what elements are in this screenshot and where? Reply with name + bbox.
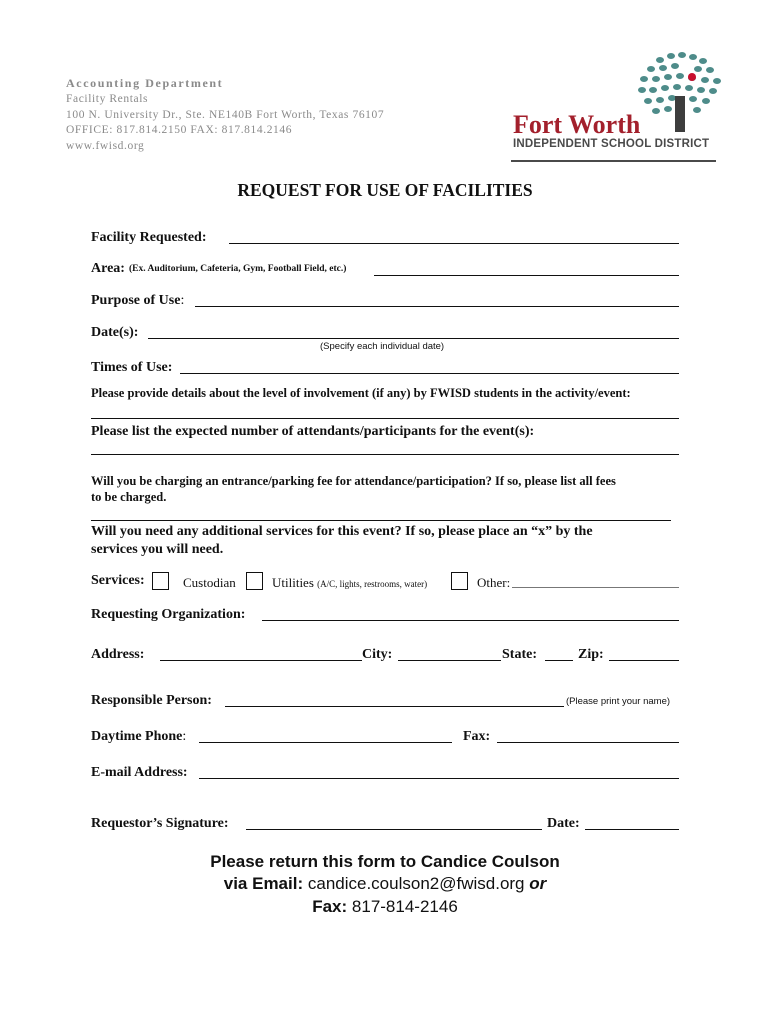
city-label: City: bbox=[362, 647, 393, 662]
daytime-phone-text: Daytime Phone bbox=[91, 729, 183, 744]
via-email-label: via Email: bbox=[223, 874, 304, 893]
state-label: State: bbox=[502, 647, 537, 662]
purpose-label-text: Purpose of Use bbox=[91, 293, 181, 308]
org-label: Requesting Organization: bbox=[91, 607, 246, 622]
area-hint: (Ex. Auditorium, Cafeteria, Gym, Football Field, etc.) bbox=[129, 264, 347, 274]
fee-question-line-2: to be charged. bbox=[91, 490, 167, 504]
email-label: E-mail Address: bbox=[91, 765, 188, 780]
students-question: Please provide details about the level of involvement (if any) by FWISD students in the activity/event: bbox=[91, 386, 631, 400]
times-field[interactable] bbox=[180, 360, 679, 374]
utilities-label bbox=[272, 575, 427, 591]
area-label: Area: bbox=[91, 261, 125, 276]
responsible-field[interactable] bbox=[225, 693, 564, 707]
dates-field[interactable] bbox=[148, 325, 679, 339]
daytime-phone-label bbox=[91, 729, 186, 745]
address-label: Address: bbox=[91, 647, 145, 662]
header-line-1: Facility Rentals bbox=[66, 93, 149, 105]
header-line-3: OFFICE: 817.814.2150 FAX: 817.814.2146 bbox=[66, 124, 293, 136]
purpose-label bbox=[91, 293, 184, 309]
purpose-field[interactable] bbox=[195, 293, 679, 307]
return-fax-line bbox=[0, 897, 770, 917]
header-line-2: 100 N. University Dr., Ste. NE140B Fort Worth, Texas 76107 bbox=[66, 109, 385, 121]
facility-requested-label: Facility Requested: bbox=[91, 230, 207, 245]
signature-label: Requestor’s Signature: bbox=[91, 816, 229, 831]
city-field[interactable] bbox=[398, 647, 501, 661]
logo-divider bbox=[511, 160, 716, 162]
utilities-text: Utilities bbox=[272, 575, 314, 590]
fax-label: Fax: bbox=[463, 729, 491, 744]
fee-answer-field[interactable] bbox=[91, 508, 671, 521]
attendants-answer-field[interactable] bbox=[91, 442, 679, 455]
responsible-label: Responsible Person: bbox=[91, 693, 212, 708]
area-field[interactable] bbox=[374, 262, 679, 276]
state-field[interactable] bbox=[545, 647, 573, 661]
address-field[interactable] bbox=[160, 647, 362, 661]
other-checkbox[interactable] bbox=[451, 572, 468, 590]
services-question-line-1: Will you need any additional services for this event? If so, please place an “x” by the bbox=[91, 524, 593, 539]
purpose-colon: : bbox=[180, 293, 185, 308]
dates-note: (Specify each individual date) bbox=[320, 341, 445, 352]
return-email-line bbox=[0, 874, 770, 894]
fax-field[interactable] bbox=[497, 729, 679, 743]
utilities-checkbox[interactable] bbox=[246, 572, 263, 590]
utilities-hint: (A/C, lights, restrooms, water) bbox=[317, 579, 428, 589]
daytime-phone-field[interactable] bbox=[199, 729, 452, 743]
or-text: or bbox=[529, 874, 547, 893]
other-field[interactable] bbox=[512, 578, 679, 588]
print-name-note: (Please print your name) bbox=[566, 696, 671, 707]
return-fax-number: 817-814-2146 bbox=[351, 897, 458, 916]
header-website: www.fwisd.org bbox=[66, 140, 145, 152]
signature-field[interactable] bbox=[246, 816, 542, 830]
return-instruction: Please return this form to Candice Coulson bbox=[210, 852, 560, 871]
return-email[interactable]: candice.coulson2@fwisd.org bbox=[307, 874, 525, 893]
logo-name: Fort Worth bbox=[513, 110, 641, 139]
logo-subtitle: INDEPENDENT SCHOOL DISTRICT bbox=[513, 138, 710, 150]
org-field[interactable] bbox=[262, 607, 679, 621]
times-label: Times of Use: bbox=[91, 360, 173, 375]
services-question-line-2: services you will need. bbox=[91, 542, 224, 557]
page-title: REQUEST FOR USE OF FACILITIES bbox=[237, 180, 533, 200]
students-answer-field[interactable] bbox=[91, 406, 679, 419]
daytime-phone-colon: : bbox=[182, 729, 187, 744]
zip-label: Zip: bbox=[578, 647, 604, 662]
return-fax-label: Fax: bbox=[312, 897, 348, 916]
fee-question-line-1: Will you be charging an entrance/parking fee for attendance/participation? If so, please list all fees bbox=[91, 474, 616, 488]
custodian-checkbox[interactable] bbox=[152, 572, 169, 590]
tree-logo-icon bbox=[635, 50, 725, 132]
facility-requested-field[interactable] bbox=[229, 230, 679, 244]
email-field[interactable] bbox=[199, 765, 679, 779]
date-label: Date: bbox=[547, 816, 580, 831]
custodian-label: Custodian bbox=[183, 575, 236, 590]
services-label: Services: bbox=[91, 573, 145, 588]
zip-field[interactable] bbox=[609, 647, 679, 661]
other-label: Other: bbox=[477, 575, 511, 590]
attendants-question: Please list the expected number of attendants/participants for the event(s): bbox=[91, 424, 535, 439]
dates-label: Date(s): bbox=[91, 325, 139, 340]
date-field[interactable] bbox=[585, 816, 679, 830]
department-title: Accounting Department bbox=[66, 76, 224, 90]
